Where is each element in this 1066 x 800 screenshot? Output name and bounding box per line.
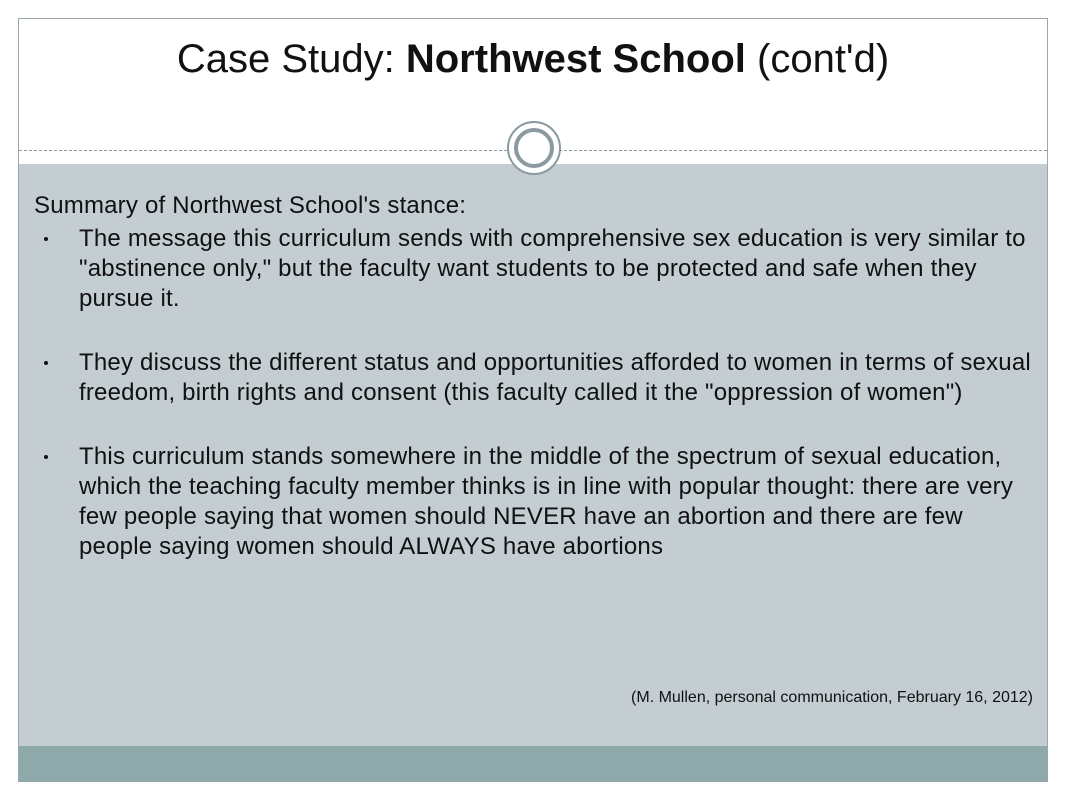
bullet-item	[34, 442, 1034, 562]
title-bold: Northwest School	[405, 37, 746, 81]
citation: (M. Mullen, personal communication, February 16, 2012)	[631, 689, 1033, 706]
slide	[18, 18, 1048, 782]
slide-title	[19, 37, 1047, 82]
summary-heading: Summary of Northwest School's stance:	[34, 192, 467, 219]
bullet-text: This curriculum stands somewhere in the middle of the spectrum of sexual education, which the teaching faculty member thinks is in line with popular thought: there are very few people saying that women should NEVER have an abortion and there are few people saying women should ALWAYS have abortions	[79, 443, 1014, 560]
circle-ornament-icon	[507, 121, 561, 175]
bullet-text: They discuss the different status and opportunities afforded to women in terms of sexual freedom, birth rights and consent (this faculty called it the "oppression of women")	[79, 349, 1031, 406]
title-suffix: (cont'd)	[745, 37, 890, 81]
footer-band	[19, 746, 1047, 782]
bullet-item	[34, 224, 1034, 314]
bullet-item	[34, 348, 1034, 408]
bullet-dot-icon	[44, 237, 48, 241]
title-prefix: Case Study:	[176, 37, 406, 81]
slide-content	[34, 191, 1034, 562]
bullet-text: The message this curriculum sends with comprehensive sex education is very similar to "abstinence only," but the faculty want students to be protected and safe when they pursue it.	[79, 225, 1026, 312]
bullet-dot-icon	[44, 361, 48, 365]
bullet-dot-icon	[44, 455, 48, 459]
bullet-list	[34, 224, 1034, 562]
circle-ornament-inner	[514, 128, 554, 168]
